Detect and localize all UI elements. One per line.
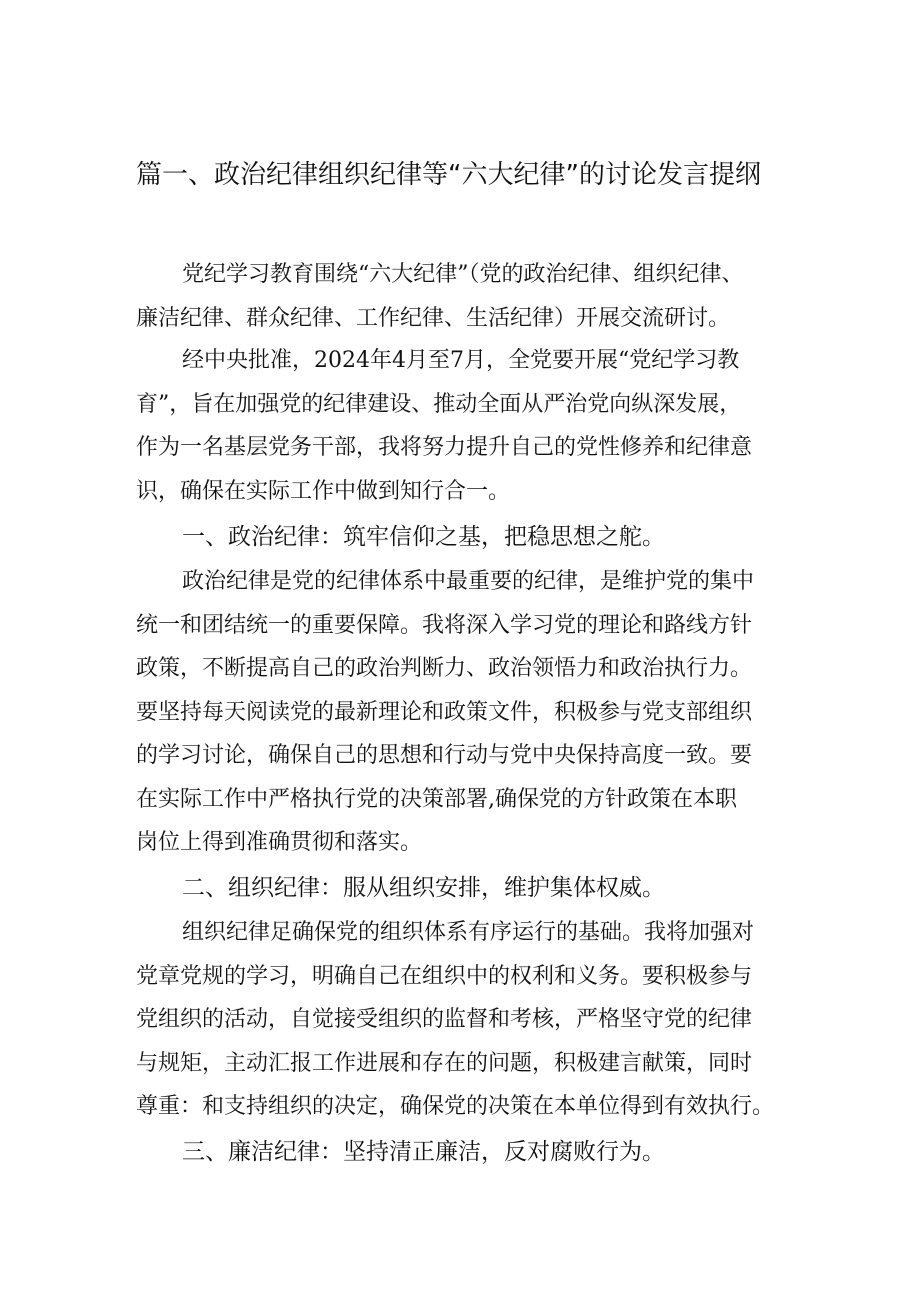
paragraph-line: 组织纪律足确保党的组织体系有序运行的基础。我将加强对 xyxy=(182,920,755,945)
document-title: 篇一、政治纪律组织纪律等“六大纪律”的讨论发言提纲 xyxy=(136,160,761,190)
paragraph-line: 政策，不断提高自己的政治判断力、政治领悟力和政治执行力。 xyxy=(136,656,753,681)
paragraph-line: 廉洁纪律、群众纪律、工作纪律、生活纪律）开展交流研讨。 xyxy=(136,306,731,331)
paragraph-line: 统一和团结统一的重要保障。我将深入学习党的理论和路线方针 xyxy=(136,613,753,638)
paragraph-line: 尊重：和支持组织的决定，确保党的决策在本单位得到有效执行。 xyxy=(136,1094,775,1119)
paragraph-line: 岗位上得到准确贯彻和落实。 xyxy=(136,830,423,855)
paragraph-line: 与规矩，主动汇报工作进展和存在的问题，积极建言献策，同时 xyxy=(136,1051,753,1076)
paragraph-line: 育”，旨在加强党的纪律建设、推动全面从严治党向纵深发展， xyxy=(136,392,742,417)
paragraph-line: 党纪学习教育围绕“六大纪律”（党的政治纪律、组织纪律、 xyxy=(182,262,744,287)
section-heading-2: 二、组织纪律：服从组织安排，维护集体权威。 xyxy=(182,875,665,901)
section-heading-1: 一、政治纪律：筑牢信仰之基，把稳思想之舵。 xyxy=(182,524,665,550)
paragraph-line: 在实际工作中严格执行党的决策部署,确保党的方针政策在本职 xyxy=(136,787,737,812)
paragraph-line: 政治纪律是党的纪律体系中最重要的纪律，是维护党的集中 xyxy=(182,569,755,594)
paragraph-line: 的学习讨论，确保自己的思想和行动与党中央保持高度一致。要 xyxy=(136,743,753,768)
paragraph-line: 党章党规的学习，明确自己在组织中的权利和义务。要积极参与 xyxy=(136,964,753,989)
paragraph-line: 要坚持每天阅读党的最新理论和政策文件，积极参与党支部组织 xyxy=(136,700,753,725)
paragraph-line: 党组织的活动，自觉接受组织的监督和考核，严格坚守党的纪律 xyxy=(136,1007,753,1032)
paragraph-line: 作为一名基层党务干部，我将努力提升自己的党性修养和纪律意 xyxy=(136,435,753,460)
section-heading-3: 三、廉洁纪律：坚持清正廉洁，反对腐败行为。 xyxy=(182,1139,665,1165)
paragraph-line: 经中央批准，2024年4月至7月，全党要开展“党纪学习教 xyxy=(182,348,740,373)
paragraph-line: 识，确保在实际工作中做到知行合一。 xyxy=(136,479,511,504)
